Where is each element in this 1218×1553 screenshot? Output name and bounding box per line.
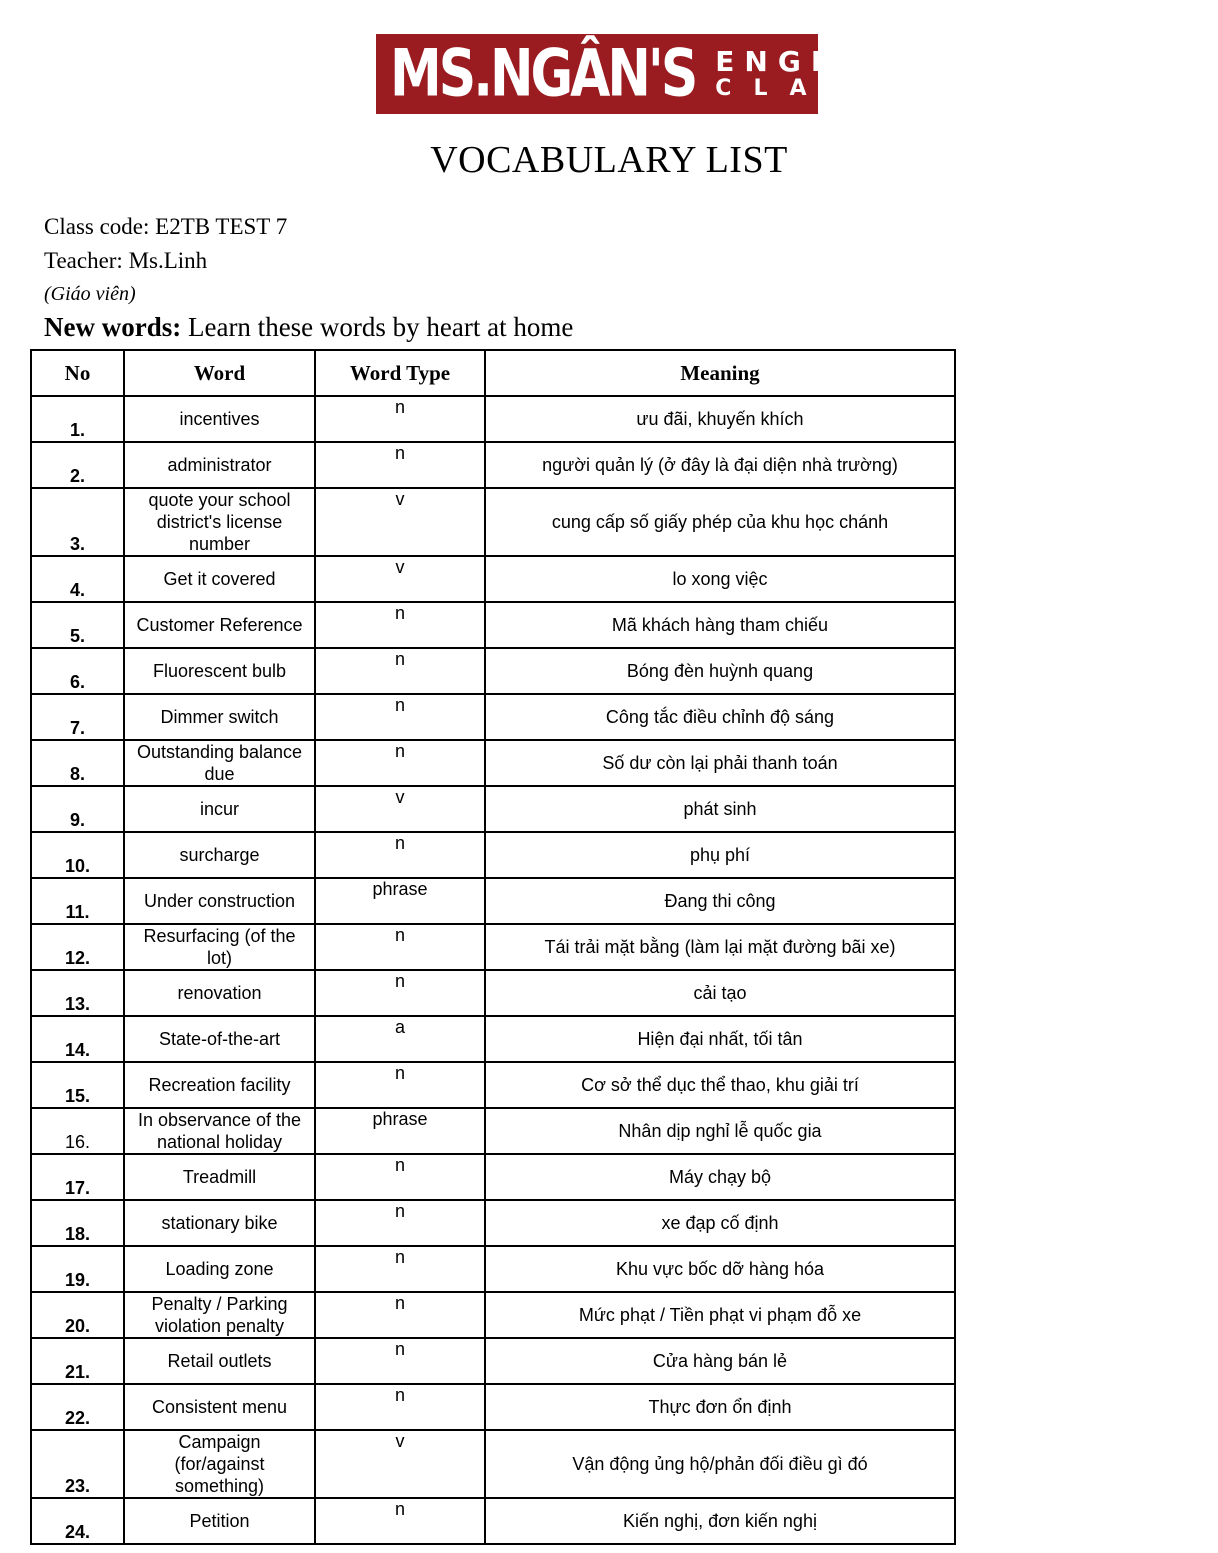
header-meaning: Meaning xyxy=(485,350,955,396)
row-word-type: phrase xyxy=(315,878,485,924)
row-word-type: n xyxy=(315,1498,485,1544)
row-meaning: Thực đơn ổn định xyxy=(485,1384,955,1430)
logo-side-text xyxy=(715,45,923,101)
row-meaning: Số dư còn lại phải thanh toán xyxy=(485,740,955,786)
row-word: Outstanding balance due xyxy=(124,740,315,786)
header-word-type: Word Type xyxy=(315,350,485,396)
table-header-row xyxy=(31,350,955,396)
row-meaning: phụ phí xyxy=(485,832,955,878)
row-word-type: n xyxy=(315,1292,485,1338)
teacher: Teacher: Ms.Linh xyxy=(44,248,208,273)
row-number: 16. xyxy=(31,1108,124,1154)
page-title: VOCABULARY LIST xyxy=(430,139,788,181)
row-number: 13. xyxy=(31,970,124,1016)
vocabulary-table xyxy=(30,349,956,1545)
row-word: Get it covered xyxy=(124,556,315,602)
table-row xyxy=(31,1246,955,1292)
row-word: Recreation facility xyxy=(124,1062,315,1108)
table-row xyxy=(31,786,955,832)
class-code: Class code: E2TB TEST 7 xyxy=(44,214,288,239)
row-number: 17. xyxy=(31,1154,124,1200)
row-word-type: n xyxy=(315,648,485,694)
row-word-type: phrase xyxy=(315,1108,485,1154)
row-number: 19. xyxy=(31,1246,124,1292)
table-row xyxy=(31,648,955,694)
table-row xyxy=(31,1108,955,1154)
row-word: Customer Reference xyxy=(124,602,315,648)
row-word: administrator xyxy=(124,442,315,488)
row-word: Loading zone xyxy=(124,1246,315,1292)
header-no: No xyxy=(31,350,124,396)
row-number: 24. xyxy=(31,1498,124,1544)
row-meaning: người quản lý (ở đây là đại diện nhà trường) xyxy=(485,442,955,488)
row-word: Resurfacing (of the lot) xyxy=(124,924,315,970)
row-number: 15. xyxy=(31,1062,124,1108)
row-number: 18. xyxy=(31,1200,124,1246)
row-word: incur xyxy=(124,786,315,832)
table-row xyxy=(31,1062,955,1108)
row-word-type: n xyxy=(315,740,485,786)
table-row xyxy=(31,740,955,786)
table-row xyxy=(31,556,955,602)
table-row xyxy=(31,878,955,924)
row-number: 23. xyxy=(31,1430,124,1498)
row-meaning: Vận động ủng hộ/phản đối điều gì đó xyxy=(485,1430,955,1498)
row-number: 12. xyxy=(31,924,124,970)
row-word-type: n xyxy=(315,442,485,488)
row-meaning: Bóng đèn huỳnh quang xyxy=(485,648,955,694)
row-word-type: n xyxy=(315,832,485,878)
row-word: Fluorescent bulb xyxy=(124,648,315,694)
row-meaning: Công tắc điều chỉnh độ sáng xyxy=(485,694,955,740)
row-number: 6. xyxy=(31,648,124,694)
table-row xyxy=(31,832,955,878)
row-meaning: Máy chạy bộ xyxy=(485,1154,955,1200)
row-meaning: Hiện đại nhất, tối tân xyxy=(485,1016,955,1062)
row-number: 5. xyxy=(31,602,124,648)
row-number: 11. xyxy=(31,878,124,924)
row-number: 20. xyxy=(31,1292,124,1338)
new-words-instruction xyxy=(44,312,573,343)
row-word: Under construction xyxy=(124,878,315,924)
row-number: 10. xyxy=(31,832,124,878)
row-number: 7. xyxy=(31,694,124,740)
table-row xyxy=(31,1292,955,1338)
row-word-type: n xyxy=(315,970,485,1016)
row-word: incentives xyxy=(124,396,315,442)
logo-line-english: ENGLISH xyxy=(715,45,923,78)
row-meaning: cung cấp số giấy phép của khu học chánh xyxy=(485,488,955,556)
row-word: surcharge xyxy=(124,832,315,878)
row-meaning: lo xong việc xyxy=(485,556,955,602)
row-word-type: n xyxy=(315,396,485,442)
table-row xyxy=(31,442,955,488)
row-word-type: v xyxy=(315,488,485,556)
teacher-note: (Giáo viên) xyxy=(44,283,136,305)
row-word: Petition xyxy=(124,1498,315,1544)
table-row xyxy=(31,1384,955,1430)
row-word-type: v xyxy=(315,1430,485,1498)
row-meaning: phát sinh xyxy=(485,786,955,832)
row-meaning: Cơ sở thể dục thể thao, khu giải trí xyxy=(485,1062,955,1108)
row-word: Consistent menu xyxy=(124,1384,315,1430)
header-word: Word xyxy=(124,350,315,396)
row-word-type: n xyxy=(315,1200,485,1246)
table-row xyxy=(31,1498,955,1544)
row-number: 1. xyxy=(31,396,124,442)
new-words-label: New words: xyxy=(44,312,182,342)
row-meaning: Nhân dịp nghỉ lễ quốc gia xyxy=(485,1108,955,1154)
row-word-type: n xyxy=(315,1384,485,1430)
table-row xyxy=(31,1430,955,1498)
row-meaning: Đang thi công xyxy=(485,878,955,924)
logo-main-text: MS.NGÂN'S xyxy=(390,36,696,112)
class-logo xyxy=(376,34,923,114)
row-meaning: cải tạo xyxy=(485,970,955,1016)
row-word-type: n xyxy=(315,1154,485,1200)
new-words-text: Learn these words by heart at home xyxy=(181,312,574,342)
row-word: Retail outlets xyxy=(124,1338,315,1384)
row-word-type: a xyxy=(315,1016,485,1062)
table-row xyxy=(31,970,955,1016)
row-word: State-of-the-art xyxy=(124,1016,315,1062)
row-word: quote your school district's license number xyxy=(124,488,315,556)
row-meaning: Cửa hàng bán lẻ xyxy=(485,1338,955,1384)
row-meaning: Tái trải mặt bằng (làm lại mặt đường bãi xe) xyxy=(485,924,955,970)
row-word-type: n xyxy=(315,1246,485,1292)
row-number: 8. xyxy=(31,740,124,786)
table-row xyxy=(31,1154,955,1200)
logo-line-class: CLASS xyxy=(715,76,904,101)
table-row xyxy=(31,1200,955,1246)
row-number: 2. xyxy=(31,442,124,488)
table-row xyxy=(31,488,955,556)
row-word-type: n xyxy=(315,602,485,648)
row-word-type: v xyxy=(315,786,485,832)
row-word-type: n xyxy=(315,924,485,970)
row-meaning: Khu vực bốc dỡ hàng hóa xyxy=(485,1246,955,1292)
row-word-type: n xyxy=(315,694,485,740)
row-meaning: Mức phạt / Tiền phạt vi phạm đỗ xe xyxy=(485,1292,955,1338)
table-row xyxy=(31,1338,955,1384)
row-meaning: Kiến nghị, đơn kiến nghị xyxy=(485,1498,955,1544)
row-number: 22. xyxy=(31,1384,124,1430)
row-word-type: n xyxy=(315,1338,485,1384)
row-number: 21. xyxy=(31,1338,124,1384)
row-number: 4. xyxy=(31,556,124,602)
row-meaning: ưu đãi, khuyến khích xyxy=(485,396,955,442)
row-meaning: xe đạp cố định xyxy=(485,1200,955,1246)
table-row xyxy=(31,694,955,740)
table-row xyxy=(31,602,955,648)
row-number: 3. xyxy=(31,488,124,556)
table-row xyxy=(31,396,955,442)
row-meaning: Mã khách hàng tham chiếu xyxy=(485,602,955,648)
row-word: Dimmer switch xyxy=(124,694,315,740)
row-number: 14. xyxy=(31,1016,124,1062)
row-word: Treadmill xyxy=(124,1154,315,1200)
table-row xyxy=(31,924,955,970)
row-word-type: n xyxy=(315,1062,485,1108)
row-word: Campaign (for/against something) xyxy=(124,1430,315,1498)
row-number: 9. xyxy=(31,786,124,832)
row-word: In observance of the national holiday xyxy=(124,1108,315,1154)
table-row xyxy=(31,1016,955,1062)
row-word-type: v xyxy=(315,556,485,602)
row-word: Penalty / Parking violation penalty xyxy=(124,1292,315,1338)
vocabulary-rows xyxy=(31,396,955,1544)
row-word: renovation xyxy=(124,970,315,1016)
row-word: stationary bike xyxy=(124,1200,315,1246)
